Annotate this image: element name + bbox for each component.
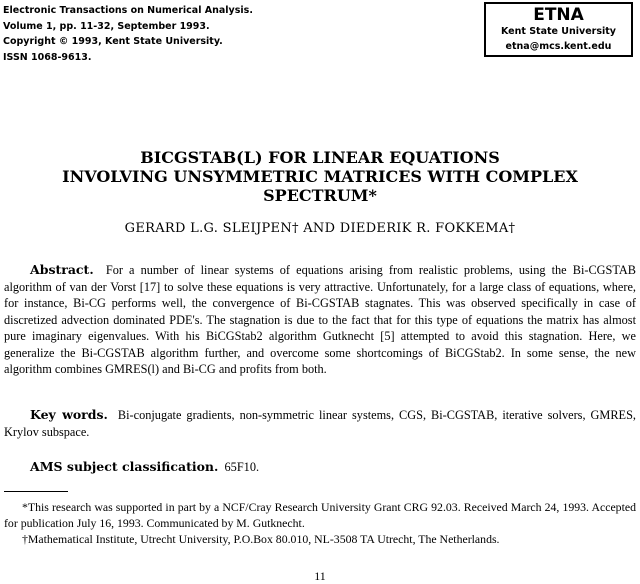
ams-text: 65F10. [224, 460, 260, 474]
keywords-text: Bi-conjugate gradients, non-symmetric linear systems, CGS, Bi-CGSTAB, iterative solvers, GMRES, Krylov subspace. [4, 408, 636, 439]
page-number: 11 [314, 569, 326, 583]
etna-email: etna@mcs.kent.edu [505, 41, 612, 52]
keywords-label: Key words. [30, 407, 108, 422]
etna-box [484, 2, 633, 57]
etna-university: Kent State University [500, 26, 617, 37]
title-line: SPECTRUM* [263, 186, 377, 205]
title-line: BICGSTAB(L) FOR LINEAR EQUATIONS [140, 148, 500, 167]
ams-label: AMS subject classification. [30, 459, 219, 474]
etna-name: ETNA [533, 5, 584, 25]
ams-classification [4, 459, 636, 476]
journal-header-line: Electronic Transactions on Numerical Analysis. [3, 5, 253, 16]
journal-header [3, 3, 253, 65]
footnote-affiliation: †Mathematical Institute, Utrecht University, P.O.Box 80.010, NL-3508 TA Utrecht, The Netherlands. [22, 532, 500, 546]
abstract [4, 262, 636, 378]
abstract-text: For a number of linear systems of equations arising from realistic problems, using the Bi-CGSTAB algorithm of van der Vorst [17] to solve these equations is very attractive. Unfortunately, for a large class of equations, where, for instance, Bi-CG performs well, the convergence of Bi-CGSTAB stagnates. This was observed specifically in case of discretized advection dominated PDE's. The stagnation is due to the fact that for this type of equations the matrix has almost pure imaginary eigenvalues. With his BiCGStab2 algorithm Gutknecht [5] attempted to avoid this stagnation. Here, we generalize the Bi-CGSTAB algorithm further, and overcome some shortcomings of BiCGStab2. In some sense, the new algorithm combines GMRES(l) and Bi-CG and profits from both. [4, 263, 636, 376]
title-line: INVOLVING UNSYMMETRIC MATRICES WITH COMPLEX [62, 167, 578, 186]
keywords [4, 407, 636, 440]
footnote-funding: *This research was supported in part by a NCF/Cray Research University Grant CRG 92.03. Received March 24, 1993. Accepted for publication July 16, 1993. Communicated by M. Gutknecht. [4, 500, 636, 530]
journal-header-line: Volume 1, pp. 11-32, September 1993. [3, 20, 210, 32]
authors: GERARD L.G. SLEIJPEN† AND DIEDERIK R. FOKKEMA† [124, 221, 516, 236]
footnote-rule [4, 491, 68, 492]
journal-header-line: ISSN 1068-9613. [3, 51, 92, 63]
paper-title [0, 148, 640, 205]
abstract-label: Abstract. [30, 262, 94, 277]
journal-header-line: Copyright © 1993, Kent State University. [3, 36, 223, 47]
